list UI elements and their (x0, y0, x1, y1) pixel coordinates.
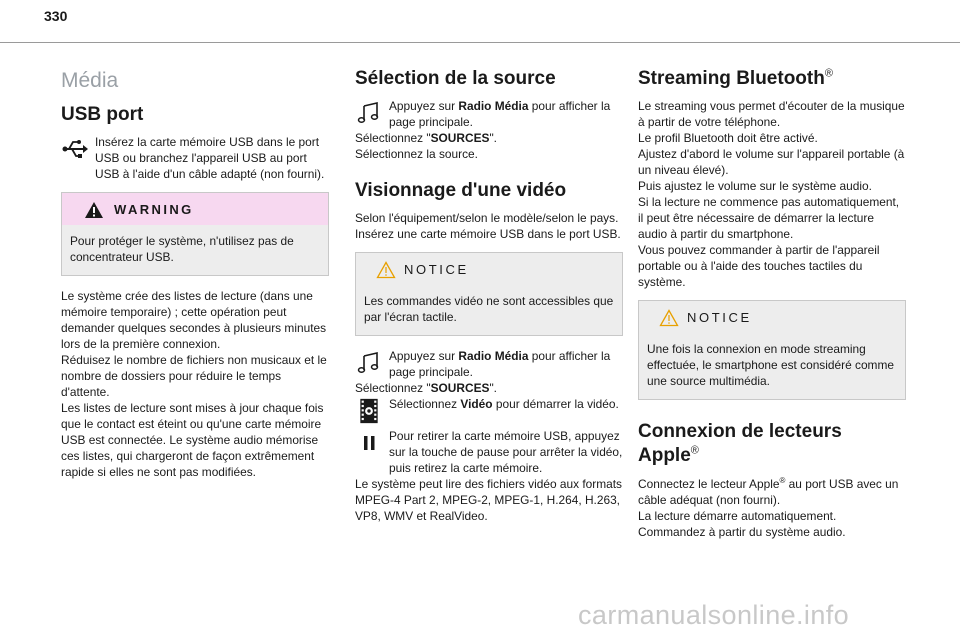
video-step-4-text: Pour retirer la carte mémoire USB, appuyez sur la touche de pause pour arrêter la vidéo, puis retirez la carte mémoire. (389, 429, 623, 475)
notice-text: Une fois la connexion en mode streaming effectuée, le smartphone est considéré comme une source multimédia. (647, 342, 894, 388)
pause-icon (355, 430, 383, 456)
column-media (61, 68, 329, 480)
video-step-1 (355, 348, 623, 380)
notice-icon (376, 261, 396, 279)
usb-icon (61, 136, 89, 162)
music-note-icon (355, 100, 383, 126)
warning-box (61, 192, 329, 276)
header-divider (0, 42, 960, 43)
warning-text: Pour protéger le système, n'utilisez pas de concentrateur USB. (70, 234, 294, 264)
apple-heading: Connexion de lecteurs Apple® (638, 421, 842, 466)
video-intro-text: Selon l'équipement/selon le modèle/selon le pays. Insérez une carte mémoire USB dans le port USB. (355, 211, 621, 241)
source-step (355, 98, 623, 130)
bluetooth-text: Le streaming vous permet d'écouter de la musique à partir de votre téléphone. Le profil Bluetooth doit être activé. Ajustez d'abord le volume sur l'appareil portable (à un niveau élevé). Puis ajustez le volume sur le système audio. Si la lecture ne commence pas automatiquement, il peut être nécessaire de démarrer la lecture audio à partir du smartphone. Vous pouvez commander à partir de l'appareil portable ou à l'aide des touches tactiles du système. (638, 99, 905, 289)
video-film-icon (355, 398, 383, 424)
source-choose-text: Sélectionnez la source. (355, 147, 478, 161)
notice-text: Les commandes vidéo ne sont accessibles que par l'écran tactile. (364, 294, 614, 324)
source-step-text: Appuyez sur Radio Média pour afficher la page principale. (389, 99, 611, 129)
watermark: carmanualsonline.info (578, 600, 850, 630)
page-number: 330 (44, 8, 68, 24)
video-step-2-text: Sélectionnez "SOURCES". (355, 381, 497, 395)
warning-title: WARNING (114, 202, 194, 217)
notice-title: NOTICE (404, 262, 469, 277)
source-heading: Sélection de la source (355, 68, 556, 89)
video-formats-text: Le système peut lire des fichiers vidéo aux formats MPEG-4 Part 2, MPEG-2, MPEG-1, H.264, H.263, VP8, WMV et RealVideo. (355, 477, 622, 523)
notice-header (639, 301, 905, 333)
bluetooth-heading: Streaming Bluetooth® (638, 67, 833, 89)
video-step-1-text: Appuyez sur Radio Média pour afficher la page principale. (389, 349, 611, 379)
apple-text: Connectez le lecteur Apple® au port USB avec un câble adéquat (non fourni). La lecture démarre automatiquement. Commandez à partir du système audio. (638, 476, 899, 539)
notice-box-video (355, 252, 623, 336)
notice-box-bluetooth (638, 300, 906, 400)
video-step-4 (355, 428, 623, 476)
playlist-text: Le système crée des listes de lecture (dans une mémoire temporaire) ; cette opération peut demander quelques secondes à plusieurs minutes lors de la première connexion. Réduisez le nombre de fichiers non musicaux et le nombre de dossiers pour réduire le temps d'attente. Les listes de lecture sont mises à jour chaque fois que le contact est éteint ou qu'une carte mémoire USB est connectée. Le système audio mémorise ces listes, qui chargeront de façon extrêmement rapide si elles ne sont pas modifiées. (61, 289, 327, 479)
video-step-3 (355, 396, 623, 428)
column-bluetooth (638, 68, 906, 540)
usb-text: Insérez la carte mémoire USB dans le port USB ou branchez l'appareil USB au port USB à l'aide d'un câble adapté (non fourni). (95, 135, 325, 181)
music-note-icon (355, 350, 383, 376)
notice-title: NOTICE (687, 310, 752, 325)
column-source (355, 68, 623, 524)
video-step-3-text: Sélectionnez Vidéo pour démarrer la vidéo. (389, 397, 619, 411)
warning-header (62, 193, 328, 225)
warning-icon (84, 201, 104, 219)
section-title: Média (61, 69, 119, 92)
notice-header (356, 253, 622, 285)
usb-paragraph (61, 134, 329, 182)
source-select-text: Sélectionnez "SOURCES". (355, 131, 497, 145)
notice-icon (659, 309, 679, 327)
usb-port-heading: USB port (61, 104, 144, 125)
video-heading: Visionnage d'une vidéo (355, 180, 567, 201)
